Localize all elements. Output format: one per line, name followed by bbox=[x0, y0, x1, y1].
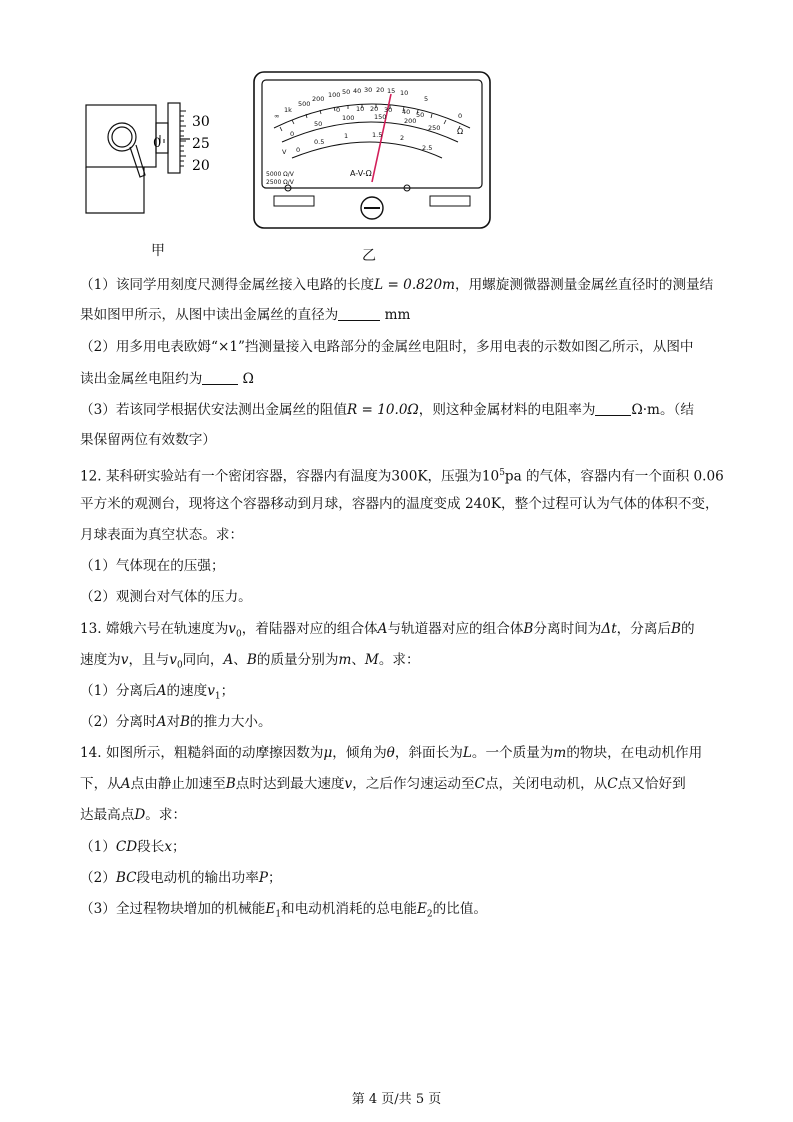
q11-part2-line2: 读出金属丝电阻约为 Ω bbox=[80, 371, 254, 387]
mid-label-0: 0 bbox=[336, 106, 341, 114]
multimeter-case bbox=[254, 72, 490, 228]
ohm-label-inf: ∞ bbox=[274, 112, 280, 120]
q14-line1: 14. 如图所示，粗糙斜面的动摩擦因数为μ，倾角为θ，斜面长为L。一个质量为m的物块，在电动机作用 bbox=[80, 745, 703, 761]
ac-label-1: 1 bbox=[344, 132, 349, 140]
micrometer-label-25: 25 bbox=[192, 136, 210, 152]
q13-sub2: （2）分离时A对B的推力大小。 bbox=[80, 714, 272, 730]
ac-label-2: 2 bbox=[400, 134, 405, 142]
dc-label-250: 250 bbox=[428, 124, 441, 132]
mid-label-40: 40 bbox=[402, 108, 411, 116]
left-adjuster bbox=[274, 196, 314, 206]
micrometer-lock bbox=[130, 145, 145, 177]
q11-part2-line1: （2）用多用电表欧姆“×1”挡测量接入电路部分的金属丝电阻时，多用电表的示数如图乙所示，从图中 bbox=[80, 339, 694, 355]
micrometer-label-20: 20 bbox=[192, 158, 210, 174]
q11-part3-line2: 果保留两位有效数字） bbox=[80, 432, 216, 448]
multimeter-figure bbox=[252, 70, 492, 230]
v-label: V bbox=[282, 148, 287, 156]
ohm-label-20: 20 bbox=[376, 86, 385, 94]
q11-part1-line2: 果如图甲所示，从图中读出金属丝的直径为 mm bbox=[80, 307, 411, 323]
ohm-label-50: 50 bbox=[342, 88, 351, 96]
micrometer-figure bbox=[80, 95, 220, 220]
q12-sub2: （2）观测台对气体的压力。 bbox=[80, 589, 252, 605]
q14-sub2: （2）BC段电动机的输出功率P； bbox=[80, 870, 282, 886]
figure-caption-yi: 乙 bbox=[362, 248, 376, 264]
mid-label-50: 50 bbox=[416, 111, 425, 119]
mid-label-30: 30 bbox=[384, 106, 393, 114]
micrometer-anvil-inner bbox=[112, 127, 132, 147]
ohm-label-15: 15 bbox=[387, 87, 396, 95]
ohm-label-30: 30 bbox=[364, 86, 373, 94]
panel-label: A-V-Ω bbox=[350, 169, 372, 178]
ohm-label-500: 500 bbox=[298, 100, 311, 108]
spec-label-2: 2500 Ω/V bbox=[266, 179, 294, 186]
ac-label-0-5: 0.5 bbox=[314, 138, 325, 146]
ac-label-1-5: 1.5 bbox=[372, 131, 383, 139]
ohm-label-40: 40 bbox=[353, 87, 362, 95]
dc-label-200: 200 bbox=[404, 117, 417, 125]
q12-line2: 平方米的观测台，现将这个容器移动到月球，容器内的温度变成 240K，整个过程可认为气体的体积不变， bbox=[80, 496, 719, 512]
dc-label-150: 150 bbox=[374, 113, 387, 121]
q14-sub3: （3）全过程物块增加的机械能$E_1$和电动机消耗的总电能$E_2$的比值。 bbox=[80, 901, 488, 920]
answer-blank-diameter[interactable] bbox=[338, 308, 380, 321]
dc-label-0: 0 bbox=[290, 130, 295, 138]
answer-blank-resistivity[interactable] bbox=[595, 403, 631, 416]
mid-label-10: 10 bbox=[356, 105, 365, 113]
micrometer-frame bbox=[86, 105, 156, 167]
ohm-unit-label: Ω bbox=[457, 127, 464, 136]
q11-part3-line1: （3）若该同学根据伏安法测出金属丝的阻值R = 10.0Ω，则这种金属材料的电阻率为 Ω·m。（结 bbox=[80, 402, 694, 418]
q13-line2: 速度为v，且与$v_0$同向，A、B的质量分别为m、M。求： bbox=[80, 652, 420, 671]
ac-label-0: 0 bbox=[296, 146, 301, 154]
ac-label-2-5: 2.5 bbox=[422, 144, 433, 152]
ohm-label-200: 200 bbox=[312, 95, 325, 103]
dc-label-100: 100 bbox=[342, 114, 355, 122]
resistance-equation: R = 10.0Ω bbox=[346, 402, 419, 418]
ohm-label-10: 10 bbox=[400, 89, 409, 97]
q12-line1: 12. 某科研实验站有一个密闭容器，容器内有温度为300K，压强为$10^5pa$ 的气体，容器内有一个面积 0.06 bbox=[80, 468, 724, 485]
page-footer: 第 4 页/共 5 页 bbox=[351, 1092, 442, 1107]
q11-part1-line1: （1）该同学用刻度尺测得金属丝接入电路的长度L = 0.820m，用螺旋测微器测量金属丝直径时的测量结 bbox=[80, 277, 714, 293]
micrometer-body bbox=[86, 167, 144, 213]
q13-sub1: （1）分离后A的速度$v_1$； bbox=[80, 683, 235, 702]
q13-line1: 13. 嫦娥六号在轨速度为$v_0$，着陆器对应的组合体A与轨道器对应的组合体B分离时间为Δt，分离后B的 bbox=[80, 621, 695, 640]
micrometer-thimble bbox=[168, 103, 180, 173]
micrometer-label-30: 30 bbox=[192, 114, 210, 130]
q12-line3: 月球表面为真空状态。求： bbox=[80, 527, 244, 543]
ohm-label-1k: 1k bbox=[284, 106, 292, 114]
q14-sub1: （1）CD段长x； bbox=[80, 839, 186, 855]
right-adjuster bbox=[430, 196, 470, 206]
mid-label-20: 20 bbox=[370, 105, 379, 113]
ohm-label-100: 100 bbox=[328, 91, 341, 99]
figure-caption-jia: 甲 bbox=[151, 243, 165, 259]
micrometer-zero-label: 0 bbox=[153, 136, 162, 151]
dc-label-50: 50 bbox=[314, 120, 323, 128]
q12-sub1: （1）气体现在的压强； bbox=[80, 558, 225, 574]
q14-line3: 达最高点D。求： bbox=[80, 807, 187, 823]
length-equation: L = 0.820m bbox=[374, 277, 455, 293]
q14-line2: 下，从A点由静止加速至B点时达到最大速度v，之后作匀速运动至C点，关闭电动机，从C点又恰好到 bbox=[80, 776, 686, 792]
spec-label-1: 5000 Ω/V bbox=[266, 171, 294, 178]
ohm-label-5: 5 bbox=[424, 95, 429, 103]
answer-blank-resistance[interactable] bbox=[202, 372, 238, 385]
ohm-label-0: 0 bbox=[458, 112, 463, 120]
